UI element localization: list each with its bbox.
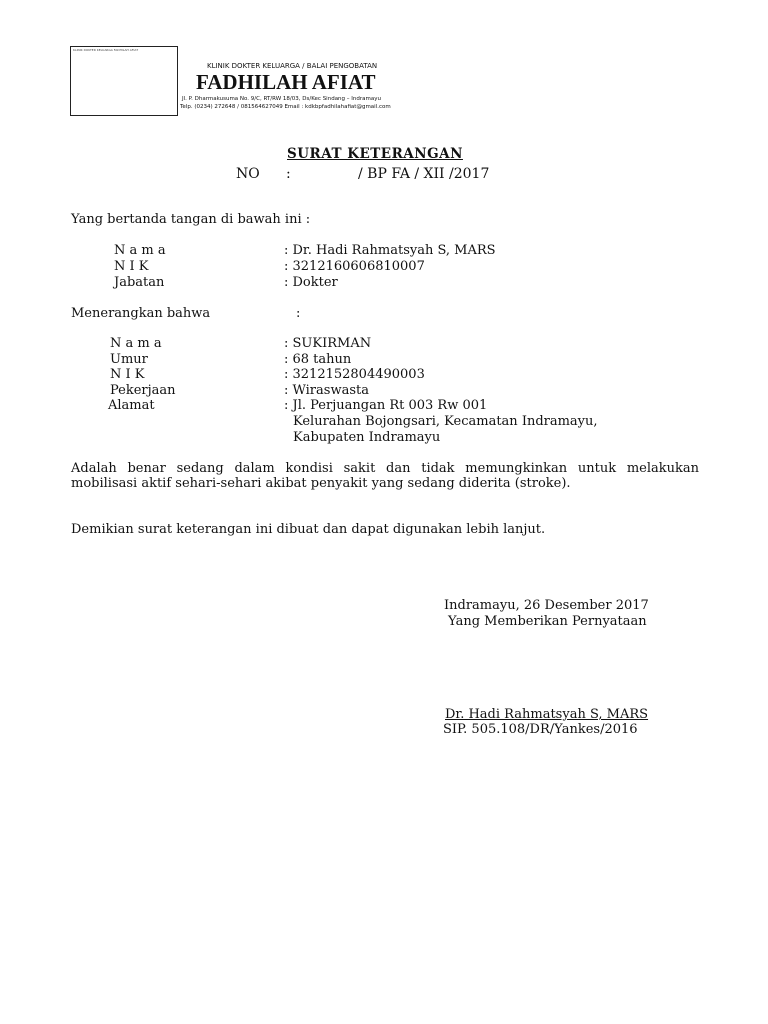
signer-value: : Dr. Hadi Rahmatsyah S, MARS: [284, 243, 496, 258]
patient-label: N I K: [110, 367, 145, 382]
address-line-2: Kelurahan Bojongsari, Kecamatan Indramayu,: [293, 414, 598, 429]
number-colon: :: [286, 166, 291, 182]
patient-label: Umur: [110, 352, 148, 367]
patient-value: : Wiraswasta: [284, 383, 369, 398]
patient-label: Pekerjaan: [110, 383, 176, 398]
statement-text: Adalah benar sedang dalam kondisi sakit dan tidak memungkinkan untuk melakukan mobilisasi aktif sehari-sehari akibat penyakit yang sedang diderita (stroke).: [71, 461, 699, 491]
signer-label: Jabatan: [114, 275, 165, 290]
clinic-type: KLINIK DOKTER KELUARGA / BALAI PENGOBATAN: [207, 62, 378, 70]
signer-value: : Dokter: [284, 275, 338, 290]
stating-colon: :: [296, 306, 301, 321]
patient-label: N a m a: [110, 336, 162, 351]
closing-text: Demikian surat keterangan ini dibuat dan dapat digunakan lebih lanjut.: [71, 522, 546, 537]
number-value: / BP FA / XII /2017: [358, 166, 490, 182]
signer-sip: SIP. 505.108/DR/Yankes/2016: [443, 722, 638, 737]
intro-text: Yang bertanda tangan di bawah ini :: [71, 212, 311, 227]
logo-caption: KLINIK DOKTER KELUARGA FADHILAH AFIAT: [73, 48, 139, 52]
patient-value: : 68 tahun: [284, 352, 352, 367]
clinic-name: FADHILAH AFIAT: [196, 70, 376, 94]
statement-paragraph: [71, 461, 699, 491]
place-date: Indramayu, 26 Desember 2017: [444, 598, 649, 613]
stating-text: Menerangkan bahwa: [71, 306, 211, 321]
document-title: SURAT KETERANGAN: [287, 146, 463, 162]
signer-name: Dr. Hadi Rahmatsyah S, MARS: [445, 707, 649, 722]
signer-role: Yang Memberikan Pernyataan: [448, 614, 647, 629]
patient-label: Alamat: [108, 398, 155, 413]
signer-label: N I K: [114, 259, 149, 274]
patient-value: : SUKIRMAN: [284, 336, 372, 351]
clinic-logo: [70, 46, 178, 116]
patient-value: : 3212152804490003: [284, 367, 425, 382]
clinic-address: Jl. P. Dharmakusuma No. 9/C, RT/RW 18/03, Ds/Kec Sindang – Indramayu: [182, 96, 381, 102]
patient-value: : Jl. Perjuangan Rt 003 Rw 001: [284, 398, 488, 413]
address-line-3: Kabupaten Indramayu: [293, 430, 441, 445]
signer-value: : 3212160606810007: [284, 259, 425, 274]
signer-label: N a m a: [114, 243, 166, 258]
clinic-contact: Telp. (0234) 272648 / 081564627049 Email : kdkbpfadhilahafiat@gmail.com: [180, 104, 391, 110]
number-label: NO: [236, 166, 260, 182]
